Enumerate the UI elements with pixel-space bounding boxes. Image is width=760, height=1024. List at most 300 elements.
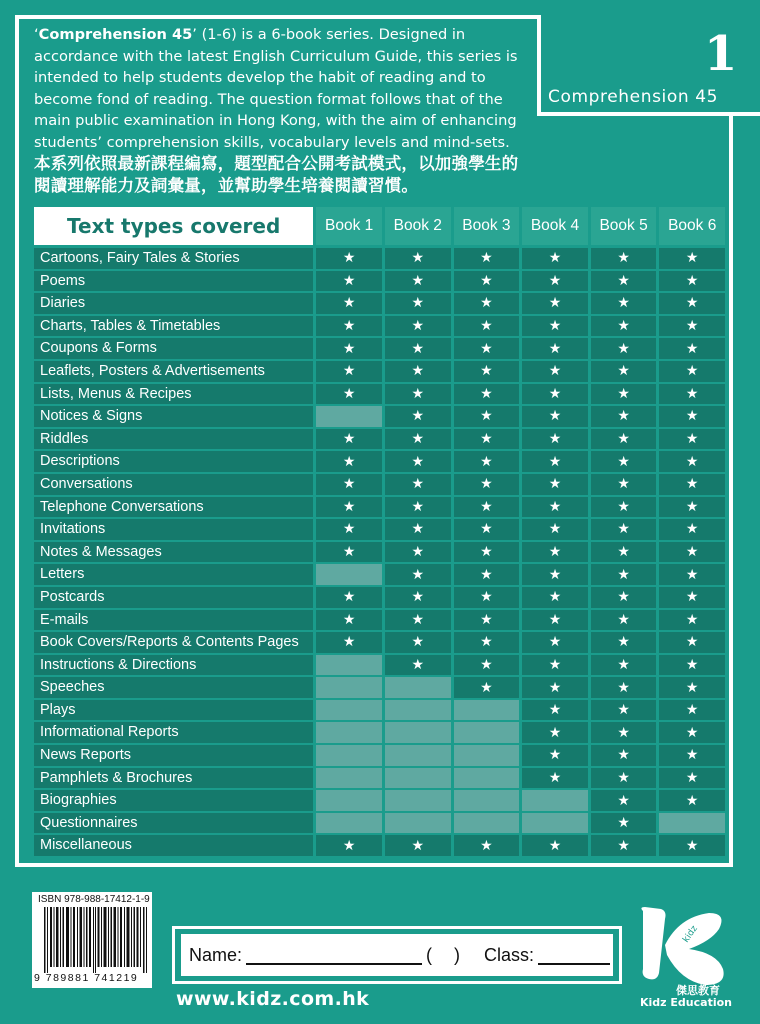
star-icon: ★	[617, 792, 630, 809]
book-1-cell	[316, 497, 382, 518]
header-book-5: Book 5	[591, 207, 657, 245]
book-3-cell	[454, 293, 520, 314]
table-row	[34, 271, 725, 292]
book-6-cell	[659, 271, 725, 292]
table-row	[34, 316, 725, 337]
book-6-cell	[659, 293, 725, 314]
book-2-cell	[385, 429, 451, 450]
book-4-cell	[522, 271, 588, 292]
star-icon: ★	[548, 250, 562, 267]
book-5-cell	[591, 700, 657, 721]
star-icon: ★	[480, 453, 493, 470]
book-4-cell	[522, 384, 588, 405]
star-icon: ★	[617, 566, 630, 583]
book-1-cell	[316, 790, 382, 811]
star-icon: ★	[342, 250, 356, 267]
text-type-label: Notes & Messages	[34, 542, 313, 563]
book-4-cell	[522, 293, 588, 314]
book-1-cell	[316, 474, 382, 495]
text-type-label: E-mails	[34, 610, 313, 631]
star-icon: ★	[617, 385, 630, 402]
star-icon: ★	[548, 589, 562, 606]
star-icon: ★	[411, 272, 425, 289]
book-3-cell	[454, 519, 520, 540]
book-4-cell	[522, 542, 588, 563]
series-description: ‘Comprehension 45’ (1-6) is a 6-book series. Designed in accordance with the latest English Curriculum Guide, this series is intended to help students develop the habit of reading and to become fond of reading. The question format follows that of the main public examination in Hong Kong, with the aim of enhancing students’ comprehension skills, vocabulary levels and mind-sets.	[34, 26, 518, 151]
class-label: Class:	[484, 944, 535, 965]
table-row	[34, 451, 725, 472]
star-icon: ★	[617, 589, 630, 606]
star-icon: ★	[685, 679, 699, 696]
barcode-digits: 9 789881 741219	[34, 972, 139, 984]
star-icon: ★	[548, 318, 562, 335]
table-row	[34, 564, 725, 585]
book-5-cell	[591, 722, 657, 743]
star-icon: ★	[685, 724, 699, 741]
book-4-cell	[522, 316, 588, 337]
text-type-label: Riddles	[34, 429, 313, 450]
book-4-cell	[522, 768, 588, 789]
star-icon: ★	[685, 363, 699, 380]
star-icon: ★	[685, 521, 699, 538]
book-5-cell	[591, 564, 657, 585]
book-2-cell	[385, 384, 451, 405]
website-url[interactable]: www.kidz.com.hk	[176, 988, 370, 1010]
star-icon: ★	[617, 656, 630, 673]
star-icon: ★	[548, 272, 562, 289]
table-header	[34, 207, 725, 245]
table-row	[34, 474, 725, 495]
star-icon: ★	[342, 521, 356, 538]
star-icon: ★	[342, 589, 356, 606]
frame-corner-divider-horizontal	[541, 112, 760, 116]
star-icon: ★	[617, 747, 630, 764]
book-1-cell	[316, 293, 382, 314]
text-types-table	[34, 207, 725, 858]
book-4-cell	[522, 519, 588, 540]
star-icon: ★	[411, 250, 425, 267]
book-5-cell	[591, 677, 657, 698]
table-title: Text types covered	[34, 207, 313, 245]
book-6-cell	[659, 768, 725, 789]
book-6-cell	[659, 564, 725, 585]
book-2-cell	[385, 474, 451, 495]
book-1-cell	[316, 587, 382, 608]
book-2-cell	[385, 542, 451, 563]
table-row	[34, 768, 725, 789]
text-type-label: Leaflets, Posters & Advertisements	[34, 361, 313, 382]
star-icon: ★	[685, 702, 699, 719]
book-4-cell	[522, 248, 588, 269]
book-1-cell	[316, 542, 382, 563]
star-icon: ★	[685, 769, 699, 786]
star-icon: ★	[411, 340, 425, 357]
star-icon: ★	[548, 453, 562, 470]
header-book-1: Book 1	[316, 207, 382, 245]
book-5-cell	[591, 768, 657, 789]
book-2-cell	[385, 248, 451, 269]
star-icon: ★	[411, 656, 425, 673]
book-3-cell	[454, 587, 520, 608]
star-icon: ★	[342, 611, 356, 628]
star-icon: ★	[480, 340, 493, 357]
book-6-cell	[659, 542, 725, 563]
book-5-cell	[591, 338, 657, 359]
table-row	[34, 790, 725, 811]
star-icon: ★	[411, 837, 425, 854]
star-icon: ★	[342, 453, 356, 470]
book-3-cell	[454, 835, 520, 856]
star-icon: ★	[685, 634, 699, 651]
book-2-cell	[385, 655, 451, 676]
book-5-cell	[591, 474, 657, 495]
text-type-label: Biographies	[34, 790, 313, 811]
book-6-cell	[659, 722, 725, 743]
table-row	[34, 519, 725, 540]
book-title: Comprehension 45	[548, 87, 719, 107]
book-6-cell	[659, 587, 725, 608]
header-book-4: Book 4	[522, 207, 588, 245]
star-icon: ★	[685, 837, 699, 854]
book-4-cell	[522, 451, 588, 472]
star-icon: ★	[411, 385, 425, 402]
book-6-cell	[659, 316, 725, 337]
star-icon: ★	[685, 544, 699, 561]
book-2-cell	[385, 700, 451, 721]
text-type-label: Lists, Menus & Recipes	[34, 384, 313, 405]
star-icon: ★	[617, 815, 630, 832]
book-1-cell	[316, 271, 382, 292]
table-row	[34, 632, 725, 653]
star-icon: ★	[685, 318, 699, 335]
star-icon: ★	[411, 589, 425, 606]
book-5-cell	[591, 361, 657, 382]
star-icon: ★	[617, 702, 630, 719]
book-2-cell	[385, 361, 451, 382]
book-4-cell	[522, 361, 588, 382]
star-icon: ★	[685, 566, 699, 583]
book-5-cell	[591, 451, 657, 472]
star-icon: ★	[548, 611, 562, 628]
star-icon: ★	[617, 679, 630, 696]
book-2-cell	[385, 587, 451, 608]
star-icon: ★	[617, 476, 630, 493]
table-row	[34, 542, 725, 563]
table-row	[34, 722, 725, 743]
star-icon: ★	[342, 385, 356, 402]
book-3-cell	[454, 497, 520, 518]
star-icon: ★	[411, 295, 425, 312]
book-6-cell	[659, 813, 725, 834]
star-icon: ★	[617, 498, 630, 515]
book-2-cell	[385, 316, 451, 337]
star-icon: ★	[548, 837, 562, 854]
star-icon: ★	[685, 453, 699, 470]
star-icon: ★	[480, 634, 493, 651]
star-icon: ★	[480, 611, 493, 628]
book-1-cell	[316, 722, 382, 743]
star-icon: ★	[548, 544, 562, 561]
book-4-cell	[522, 700, 588, 721]
table-row	[34, 293, 725, 314]
star-icon: ★	[617, 453, 630, 470]
book-6-cell	[659, 248, 725, 269]
star-icon: ★	[548, 769, 562, 786]
book-2-cell	[385, 813, 451, 834]
book-3-cell	[454, 429, 520, 450]
table-row	[34, 338, 725, 359]
text-type-label: Informational Reports	[34, 722, 313, 743]
text-type-label: Cartoons, Fairy Tales & Stories	[34, 248, 313, 269]
book-1-cell	[316, 429, 382, 450]
text-type-label: Descriptions	[34, 451, 313, 472]
book-5-cell	[591, 835, 657, 856]
book-5-cell	[591, 497, 657, 518]
star-icon: ★	[480, 589, 493, 606]
star-icon: ★	[548, 566, 562, 583]
book-3-cell	[454, 745, 520, 766]
book-1-cell	[316, 813, 382, 834]
star-icon: ★	[342, 272, 356, 289]
book-1-cell	[316, 519, 382, 540]
book-3-cell	[454, 700, 520, 721]
book-3-cell	[454, 677, 520, 698]
name-field[interactable]	[246, 945, 422, 965]
star-icon: ★	[685, 611, 699, 628]
book-3-cell	[454, 338, 520, 359]
star-icon: ★	[342, 634, 356, 651]
book-2-cell	[385, 610, 451, 631]
star-icon: ★	[617, 363, 630, 380]
text-type-label: Notices & Signs	[34, 406, 313, 427]
star-icon: ★	[617, 724, 630, 741]
book-3-cell	[454, 542, 520, 563]
header-book-6: Book 6	[659, 207, 725, 245]
book-2-cell	[385, 768, 451, 789]
star-icon: ★	[480, 272, 493, 289]
book-1-cell	[316, 384, 382, 405]
book-5-cell	[591, 632, 657, 653]
text-type-label: Postcards	[34, 587, 313, 608]
name-class-form	[181, 934, 613, 976]
name-label: Name:	[189, 944, 243, 965]
star-icon: ★	[342, 363, 356, 380]
table-row	[34, 745, 725, 766]
book-4-cell	[522, 790, 588, 811]
text-type-label: Speeches	[34, 677, 313, 698]
star-icon: ★	[548, 702, 562, 719]
star-icon: ★	[480, 250, 493, 267]
book-6-cell	[659, 790, 725, 811]
star-icon: ★	[548, 747, 562, 764]
star-icon: ★	[685, 250, 699, 267]
star-icon: ★	[548, 679, 562, 696]
book-6-cell	[659, 610, 725, 631]
star-icon: ★	[480, 656, 493, 673]
star-icon: ★	[617, 318, 630, 335]
book-1-cell	[316, 632, 382, 653]
book-6-cell	[659, 655, 725, 676]
book-6-cell	[659, 361, 725, 382]
logo-mark-text: kidz	[681, 924, 700, 945]
barcode-icon	[44, 907, 148, 973]
star-icon: ★	[480, 476, 493, 493]
table-row	[34, 655, 725, 676]
star-icon: ★	[685, 431, 699, 448]
book-2-cell	[385, 406, 451, 427]
star-icon: ★	[548, 385, 562, 402]
text-type-label: Telephone Conversations	[34, 497, 313, 518]
book-5-cell	[591, 406, 657, 427]
star-icon: ★	[617, 837, 630, 854]
star-icon: ★	[342, 295, 356, 312]
star-icon: ★	[617, 521, 630, 538]
book-4-cell	[522, 610, 588, 631]
header-book-3: Book 3	[454, 207, 520, 245]
star-icon: ★	[548, 476, 562, 493]
book-3-cell	[454, 248, 520, 269]
book-4-cell	[522, 497, 588, 518]
star-icon: ★	[480, 385, 493, 402]
book-4-cell	[522, 745, 588, 766]
book-2-cell	[385, 451, 451, 472]
star-icon: ★	[685, 272, 699, 289]
star-icon: ★	[411, 363, 425, 380]
star-icon: ★	[548, 408, 562, 425]
book-4-cell	[522, 338, 588, 359]
book-5-cell	[591, 813, 657, 834]
text-type-label: Plays	[34, 700, 313, 721]
star-icon: ★	[411, 566, 425, 583]
star-icon: ★	[548, 340, 562, 357]
book-1-cell	[316, 451, 382, 472]
star-icon: ★	[685, 340, 699, 357]
star-icon: ★	[617, 431, 630, 448]
text-type-label: Miscellaneous	[34, 835, 313, 856]
star-icon: ★	[685, 476, 699, 493]
star-icon: ★	[411, 476, 425, 493]
text-type-label: Invitations	[34, 519, 313, 540]
book-6-cell	[659, 406, 725, 427]
book-6-cell	[659, 497, 725, 518]
star-icon: ★	[411, 521, 425, 538]
book-6-cell	[659, 519, 725, 540]
book-3-cell	[454, 384, 520, 405]
star-icon: ★	[617, 634, 630, 651]
text-type-label: Book Covers/Reports & Contents Pages	[34, 632, 313, 653]
book-3-cell	[454, 316, 520, 337]
book-3-cell	[454, 271, 520, 292]
star-icon: ★	[685, 747, 699, 764]
star-icon: ★	[342, 476, 356, 493]
star-icon: ★	[617, 408, 630, 425]
book-5-cell	[591, 384, 657, 405]
book-3-cell	[454, 655, 520, 676]
book-3-cell	[454, 813, 520, 834]
star-icon: ★	[411, 431, 425, 448]
series-description-zh: 本系列依照最新課程編寫，題型配合公開考試模式，以加強學生的閱讀理解能力及詞彙量，並幫助學生培養閱讀習慣。	[34, 154, 519, 195]
table-row	[34, 497, 725, 518]
star-icon: ★	[480, 679, 493, 696]
text-type-label: Poems	[34, 271, 313, 292]
star-icon: ★	[548, 724, 562, 741]
book-4-cell	[522, 677, 588, 698]
star-icon: ★	[342, 837, 356, 854]
header-book-2: Book 2	[385, 207, 451, 245]
book-6-cell	[659, 745, 725, 766]
book-6-cell	[659, 700, 725, 721]
book-4-cell	[522, 429, 588, 450]
book-5-cell	[591, 429, 657, 450]
text-type-label: Questionnaires	[34, 813, 313, 834]
book-6-cell	[659, 835, 725, 856]
book-1-cell	[316, 361, 382, 382]
book-6-cell	[659, 384, 725, 405]
text-type-label: Charts, Tables & Timetables	[34, 316, 313, 337]
book-2-cell	[385, 745, 451, 766]
book-2-cell	[385, 564, 451, 585]
book-3-cell	[454, 610, 520, 631]
book-6-cell	[659, 338, 725, 359]
book-2-cell	[385, 497, 451, 518]
star-icon: ★	[548, 656, 562, 673]
book-6-cell	[659, 632, 725, 653]
star-icon: ★	[480, 837, 493, 854]
star-icon: ★	[617, 250, 630, 267]
class-field[interactable]	[538, 945, 610, 965]
book-3-cell	[454, 632, 520, 653]
star-icon: ★	[685, 792, 699, 809]
book-6-cell	[659, 677, 725, 698]
book-number: 1	[704, 26, 738, 82]
book-1-cell	[316, 677, 382, 698]
book-2-cell	[385, 519, 451, 540]
book-4-cell	[522, 813, 588, 834]
star-icon: ★	[548, 634, 562, 651]
book-3-cell	[454, 474, 520, 495]
table-row	[34, 835, 725, 856]
book-1-cell	[316, 768, 382, 789]
book-6-cell	[659, 451, 725, 472]
book-1-cell	[316, 655, 382, 676]
book-5-cell	[591, 248, 657, 269]
book-2-cell	[385, 271, 451, 292]
star-icon: ★	[685, 589, 699, 606]
table-row	[34, 587, 725, 608]
book-4-cell	[522, 406, 588, 427]
star-icon: ★	[480, 363, 493, 380]
book-3-cell	[454, 768, 520, 789]
star-icon: ★	[342, 318, 356, 335]
book-6-cell	[659, 429, 725, 450]
book-5-cell	[591, 519, 657, 540]
book-5-cell	[591, 587, 657, 608]
star-icon: ★	[480, 295, 493, 312]
class-number-paren-open: (	[426, 944, 433, 965]
star-icon: ★	[685, 385, 699, 402]
star-icon: ★	[480, 544, 493, 561]
star-icon: ★	[342, 340, 356, 357]
star-icon: ★	[342, 431, 356, 448]
book-1-cell	[316, 610, 382, 631]
book-2-cell	[385, 293, 451, 314]
book-6-cell	[659, 474, 725, 495]
star-icon: ★	[617, 544, 630, 561]
frame-corner-divider-vertical	[537, 15, 541, 116]
book-5-cell	[591, 542, 657, 563]
star-icon: ★	[548, 431, 562, 448]
star-icon: ★	[548, 521, 562, 538]
